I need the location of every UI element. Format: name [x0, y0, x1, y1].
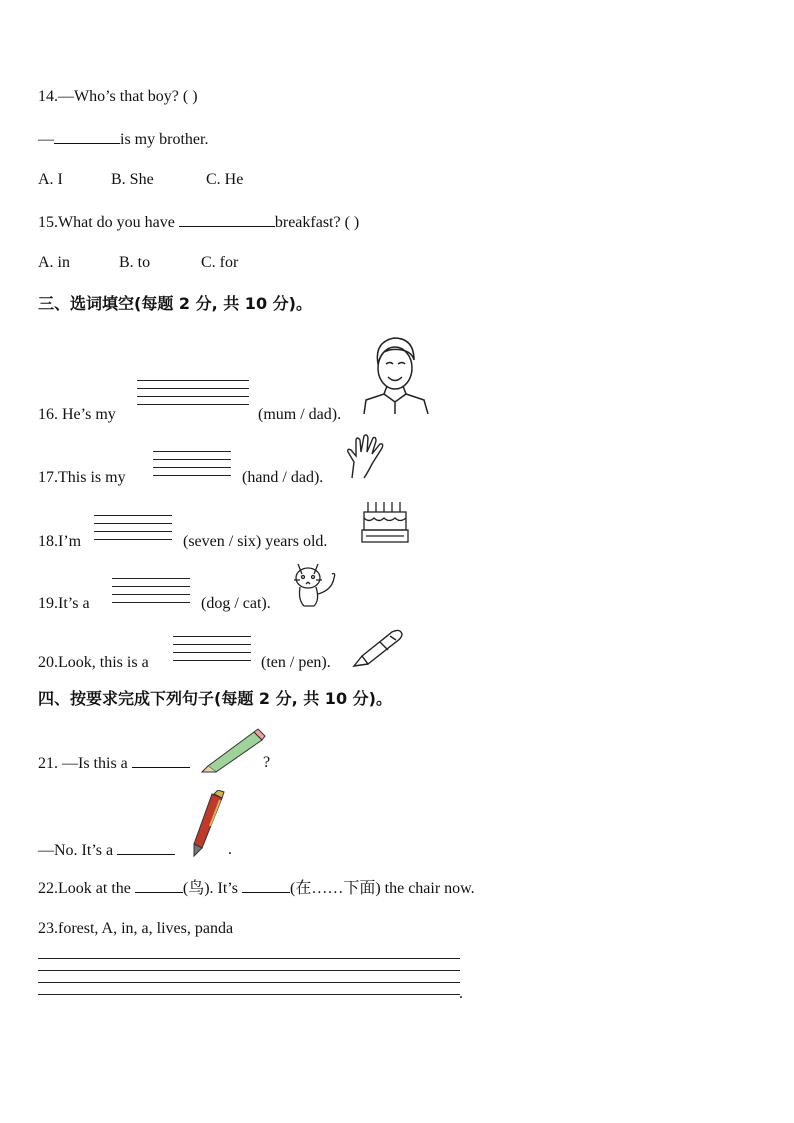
q14-blank[interactable] — [54, 129, 120, 144]
q22-blank-2[interactable] — [242, 878, 290, 893]
man-portrait-icon — [362, 334, 430, 414]
q22-part-1: 22.Look at the — [38, 880, 131, 897]
q22-blank-1[interactable] — [135, 878, 183, 893]
q14-answer-suffix: is my brother. — [120, 131, 209, 148]
q17-prefix: 17.This is my — [38, 469, 126, 486]
q15-options — [38, 253, 238, 273]
q20-suffix: (ten / pen). — [261, 654, 331, 671]
q23-period: . — [459, 985, 463, 1002]
q19-suffix: (dog / cat). — [201, 595, 271, 612]
q16-suffix: (mum / dad). — [258, 406, 342, 423]
q14-answer-line — [38, 129, 208, 150]
q18-suffix: (seven / six) years old. — [183, 533, 328, 550]
hand-icon — [344, 432, 388, 480]
q21-period: . — [228, 841, 232, 858]
q15-prefix: 15.What do you have — [38, 214, 175, 231]
section-3-heading: 三、选词填空(每题 2 分, 共 10 分)。 — [38, 294, 312, 313]
pencil-icon — [200, 726, 266, 774]
q16-prefix: 16. He’s my — [38, 406, 116, 423]
q19-prefix: 19.It’s a — [38, 595, 90, 612]
q21-prefix: 21. —Is this a — [38, 755, 128, 772]
q14-dash: — — [38, 131, 54, 148]
q14-option-a: A. I — [38, 171, 63, 188]
q14-option-b: B. She — [111, 171, 154, 188]
q15-question — [38, 212, 359, 233]
q21-blank-1[interactable] — [132, 753, 190, 768]
q19-writing-lines[interactable] — [112, 578, 190, 610]
q20-prefix: 20.Look, this is a — [38, 654, 149, 671]
q14-question: 14.—Who’s that boy? ( ) — [38, 88, 198, 105]
q20-writing-lines[interactable] — [173, 636, 251, 668]
q22-part-2: (鸟). It’s — [182, 880, 238, 897]
q16-writing-lines[interactable] — [137, 380, 249, 412]
q22-sentence — [38, 878, 475, 899]
q23-words: 23.forest, A, in, a, lives, panda — [38, 920, 234, 937]
q21-answer-prefix: —No. It’s a — [38, 842, 114, 859]
q15-option-b: B. to — [119, 254, 151, 271]
q23-writing-lines[interactable] — [38, 958, 460, 1002]
q14-options — [38, 170, 243, 190]
q15-suffix: breakfast? ( ) — [274, 214, 360, 231]
section-4-heading: 四、按要求完成下列句子(每题 2 分, 共 10 分)。 — [38, 689, 392, 708]
red-pen-icon — [188, 790, 228, 858]
q21-answer — [38, 840, 175, 861]
q14-option-c: C. He — [206, 171, 244, 188]
q18-writing-lines[interactable] — [94, 515, 172, 547]
q21-question — [38, 753, 190, 774]
pen-icon — [350, 624, 406, 668]
q17-suffix: (hand / dad). — [242, 469, 324, 486]
q17-writing-lines[interactable] — [153, 451, 231, 483]
q21-blank-2[interactable] — [117, 840, 175, 855]
q15-option-c: C. for — [201, 254, 239, 271]
q22-part-3: (在……下面) the chair now. — [289, 880, 475, 897]
birthday-cake-icon — [360, 498, 410, 546]
q15-blank[interactable] — [179, 212, 275, 227]
q15-option-a: A. in — [38, 254, 70, 271]
cat-icon — [292, 560, 340, 608]
q21-question-mark: ? — [263, 754, 271, 771]
q18-prefix: 18.I’m — [38, 533, 82, 550]
